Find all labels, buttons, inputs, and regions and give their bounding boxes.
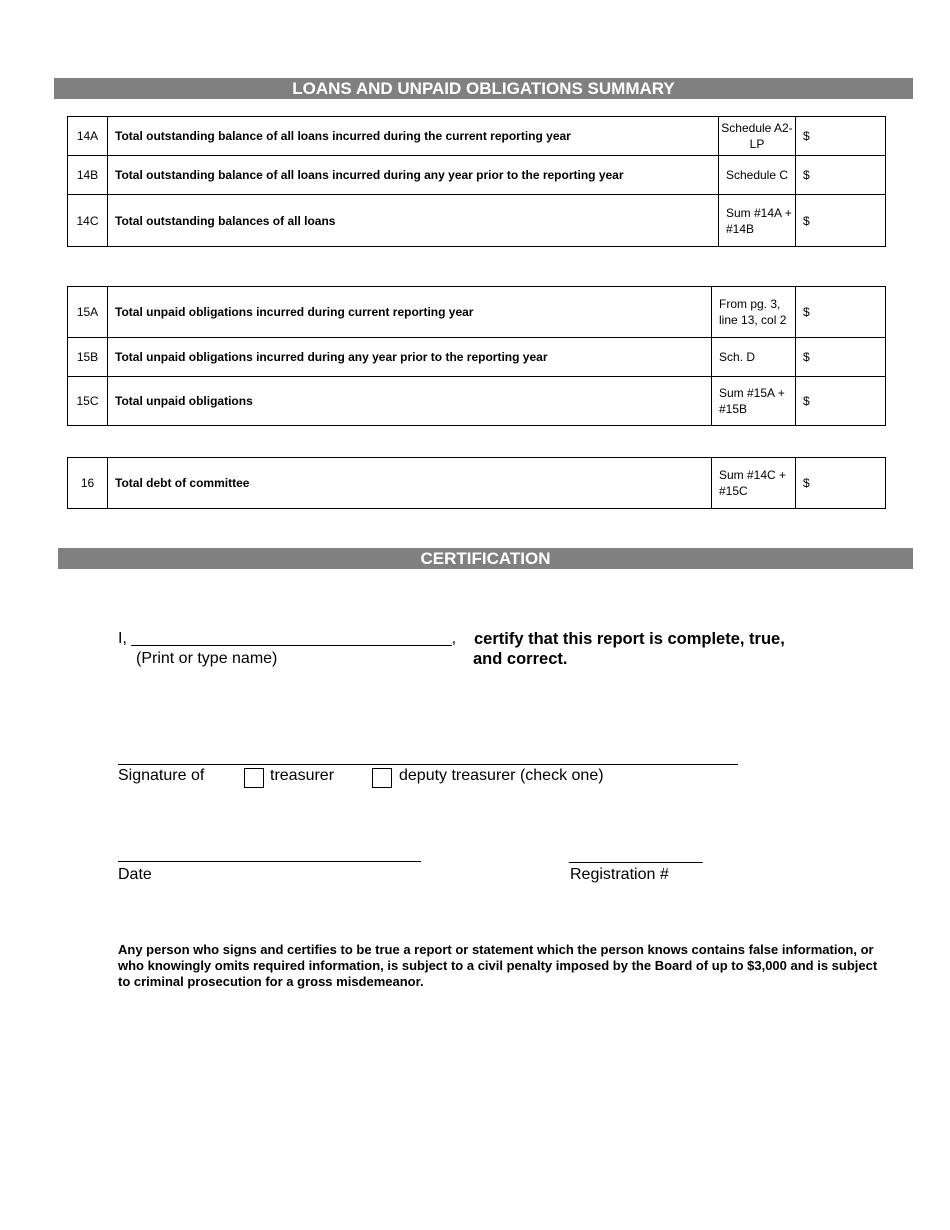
line-number: 14B xyxy=(68,156,108,195)
treasurer-label: treasurer xyxy=(270,767,335,784)
penalty-warning: Any person who signs and certifies to be true a report or statement which the person knows contains false information, or who knowingly omits required information, is subject to a civil penalty imposed by the Board of up to $3,000 and is subject to criminal prosecution for a gross misdemeanor. xyxy=(118,942,878,989)
line-description: Total unpaid obligations xyxy=(108,377,712,426)
signature-line[interactable] xyxy=(118,764,738,765)
line-schedule: Sum #15A + #15B xyxy=(712,377,796,426)
line-description: Total outstanding balance of all loans incurred during the current reporting year xyxy=(108,117,719,156)
certify-statement-line1: certify that this report is complete, true, xyxy=(474,630,785,648)
table-row xyxy=(68,338,886,377)
amount-field[interactable]: $ xyxy=(796,377,886,426)
table-row xyxy=(68,195,886,247)
deputy-treasurer-label: deputy treasurer (check one) xyxy=(399,767,604,784)
line-schedule: Sum #14C + #15C xyxy=(712,458,796,509)
line-number: 16 xyxy=(68,458,108,509)
date-label: Date xyxy=(118,866,152,883)
line-description: Total outstanding balances of all loans xyxy=(108,195,719,247)
line-number: 15A xyxy=(68,287,108,338)
name-line[interactable]: I, ____________________________________, xyxy=(118,630,457,647)
loans-summary-header: LOANS AND UNPAID OBLIGATIONS SUMMARY xyxy=(54,78,913,99)
line-number: 15C xyxy=(68,377,108,426)
amount-field[interactable]: $ xyxy=(796,458,886,509)
loans-table xyxy=(67,116,886,247)
signature-label: Signature of xyxy=(118,767,205,784)
certify-statement-line2: and correct. xyxy=(473,650,568,668)
deputy-treasurer-checkbox[interactable] xyxy=(372,768,392,788)
line-schedule: Sum #14A + #14B xyxy=(719,195,796,247)
line-number: 15B xyxy=(68,338,108,377)
table-row xyxy=(68,377,886,426)
table-row xyxy=(68,117,886,156)
line-description: Total unpaid obligations incurred during current reporting year xyxy=(108,287,712,338)
amount-field[interactable]: $ xyxy=(796,338,886,377)
registration-label: Registration # xyxy=(570,866,669,883)
line-schedule: From pg. 3, line 13, col 2 xyxy=(712,287,796,338)
line-description: Total debt of committee xyxy=(108,458,712,509)
line-number: 14A xyxy=(68,117,108,156)
line-number: 14C xyxy=(68,195,108,247)
line-schedule: Sch. D xyxy=(712,338,796,377)
line-description: Total outstanding balance of all loans incurred during any year prior to the reporting year xyxy=(108,156,719,195)
amount-field[interactable]: $ xyxy=(796,156,886,195)
name-caption: (Print or type name) xyxy=(136,650,278,667)
certification-header: CERTIFICATION xyxy=(58,548,913,569)
amount-field[interactable]: $ xyxy=(796,195,886,247)
line-description: Total unpaid obligations incurred during any year prior to the reporting year xyxy=(108,338,712,377)
line-schedule: Schedule C xyxy=(719,156,796,195)
amount-field[interactable]: $ xyxy=(796,287,886,338)
table-row xyxy=(68,458,886,509)
registration-blank[interactable]: _______________ xyxy=(569,847,703,864)
table-row xyxy=(68,287,886,338)
amount-field[interactable]: $ xyxy=(796,117,886,156)
total-debt-table xyxy=(67,457,886,509)
unpaid-obligations-table xyxy=(67,286,886,426)
date-line[interactable] xyxy=(118,861,421,862)
line-schedule: Schedule A2-LP xyxy=(719,117,796,156)
treasurer-checkbox[interactable] xyxy=(244,768,264,788)
table-row xyxy=(68,156,886,195)
